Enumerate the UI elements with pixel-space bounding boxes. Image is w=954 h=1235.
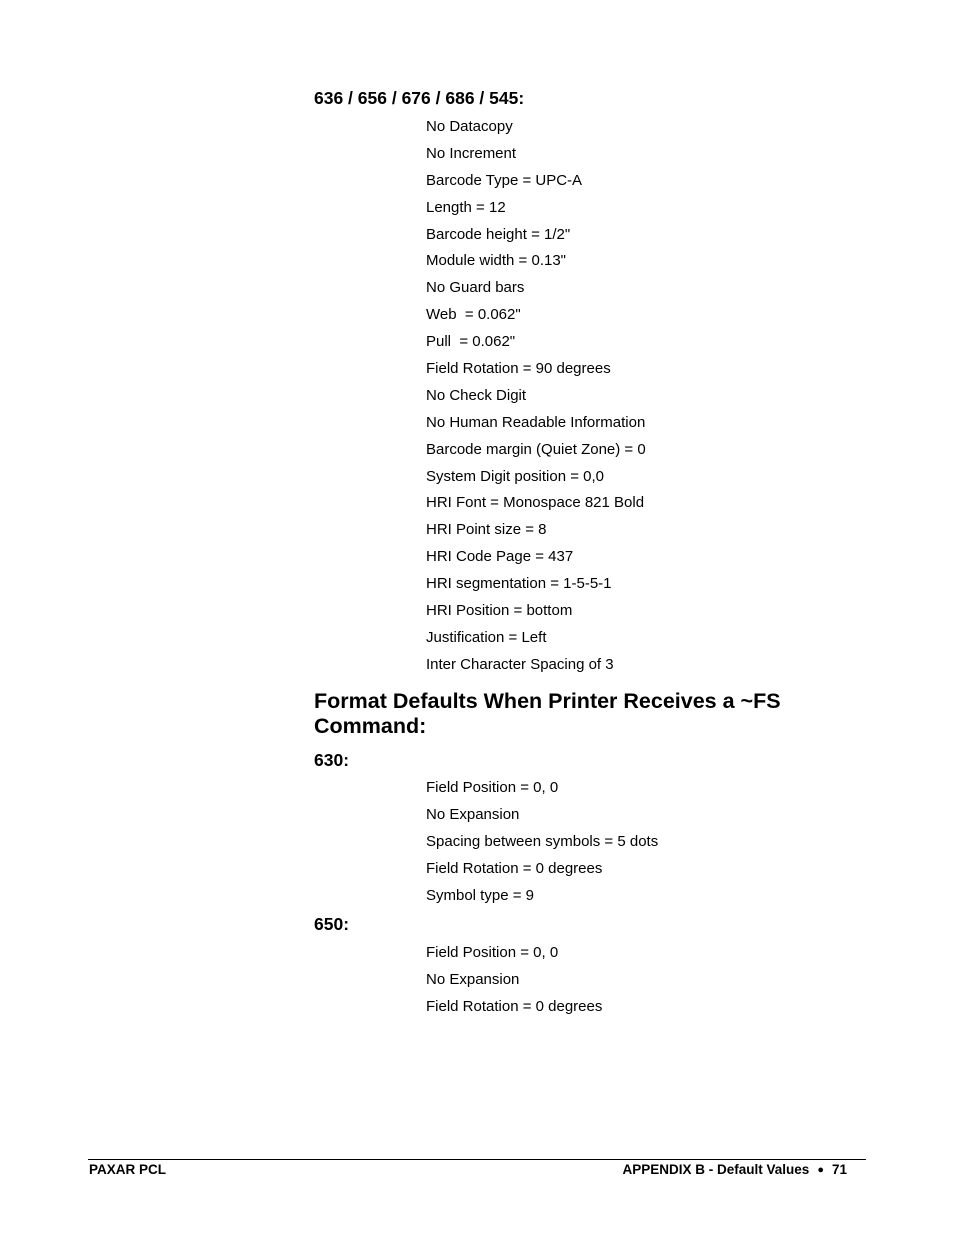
list-item: Symbol type = 9 bbox=[426, 886, 534, 904]
default-values-list-630 bbox=[426, 778, 658, 912]
footer-bullet: ● bbox=[817, 1164, 824, 1176]
list-item: HRI segmentation = 1-5-5-1 bbox=[426, 575, 612, 593]
section-heading-636: 636 / 656 / 676 / 686 / 545: bbox=[314, 88, 525, 108]
list-item: Field Rotation = 90 degrees bbox=[426, 360, 611, 378]
list-item: Field Position = 0, 0 bbox=[426, 944, 559, 961]
footer-product-name: PAXAR PCL bbox=[89, 1162, 167, 1177]
default-values-list-650 bbox=[426, 943, 602, 1024]
list-item: System Digit position = 0,0 bbox=[426, 467, 605, 485]
list-item: No Expansion bbox=[426, 970, 520, 988]
list-item: No Increment bbox=[426, 144, 517, 162]
footer-page-info bbox=[623, 1162, 848, 1178]
list-item: Field Rotation = 0 degrees bbox=[426, 859, 603, 877]
list-item: No Guard bars bbox=[426, 279, 525, 297]
list-item: No Human Readable Information bbox=[426, 413, 646, 431]
list-item: Field Position = 0, 0 bbox=[426, 779, 559, 796]
list-item: HRI Point size = 8 bbox=[426, 521, 547, 539]
list-item: HRI Position = bottom bbox=[426, 602, 573, 620]
list-item: Spacing between symbols = 5 dots bbox=[426, 832, 659, 850]
list-item: Barcode Type = UPC-A bbox=[426, 171, 583, 189]
list-item: No Expansion bbox=[426, 805, 520, 823]
footer-page-number: 71 bbox=[831, 1162, 847, 1177]
list-item: Justification = Left bbox=[426, 628, 547, 646]
list-item: Inter Character Spacing of 3 bbox=[426, 655, 614, 673]
section-title-fs-command: Format Defaults When Printer Receives a ~FS Command: bbox=[314, 689, 781, 738]
section-heading-650: 650: bbox=[314, 914, 350, 934]
list-item: No Datacopy bbox=[426, 118, 513, 135]
list-item: Field Rotation = 0 degrees bbox=[426, 997, 603, 1015]
list-item: HRI Font = Monospace 821 Bold bbox=[426, 494, 645, 512]
list-item: No Check Digit bbox=[426, 386, 527, 404]
footer-divider bbox=[88, 1159, 866, 1160]
footer-appendix-title: APPENDIX B - Default Values bbox=[622, 1162, 810, 1177]
list-item: HRI Code Page = 437 bbox=[426, 548, 574, 566]
list-item: Web = 0.062" bbox=[426, 306, 521, 324]
section-heading-630: 630: bbox=[314, 750, 350, 770]
list-item: Module width = 0.13" bbox=[426, 252, 566, 270]
list-item: Barcode height = 1/2" bbox=[426, 225, 571, 243]
list-item: Length = 12 bbox=[426, 198, 506, 216]
default-values-list-636 bbox=[426, 117, 646, 682]
list-item: Barcode margin (Quiet Zone) = 0 bbox=[426, 440, 646, 458]
list-item: Pull = 0.062" bbox=[426, 333, 516, 351]
